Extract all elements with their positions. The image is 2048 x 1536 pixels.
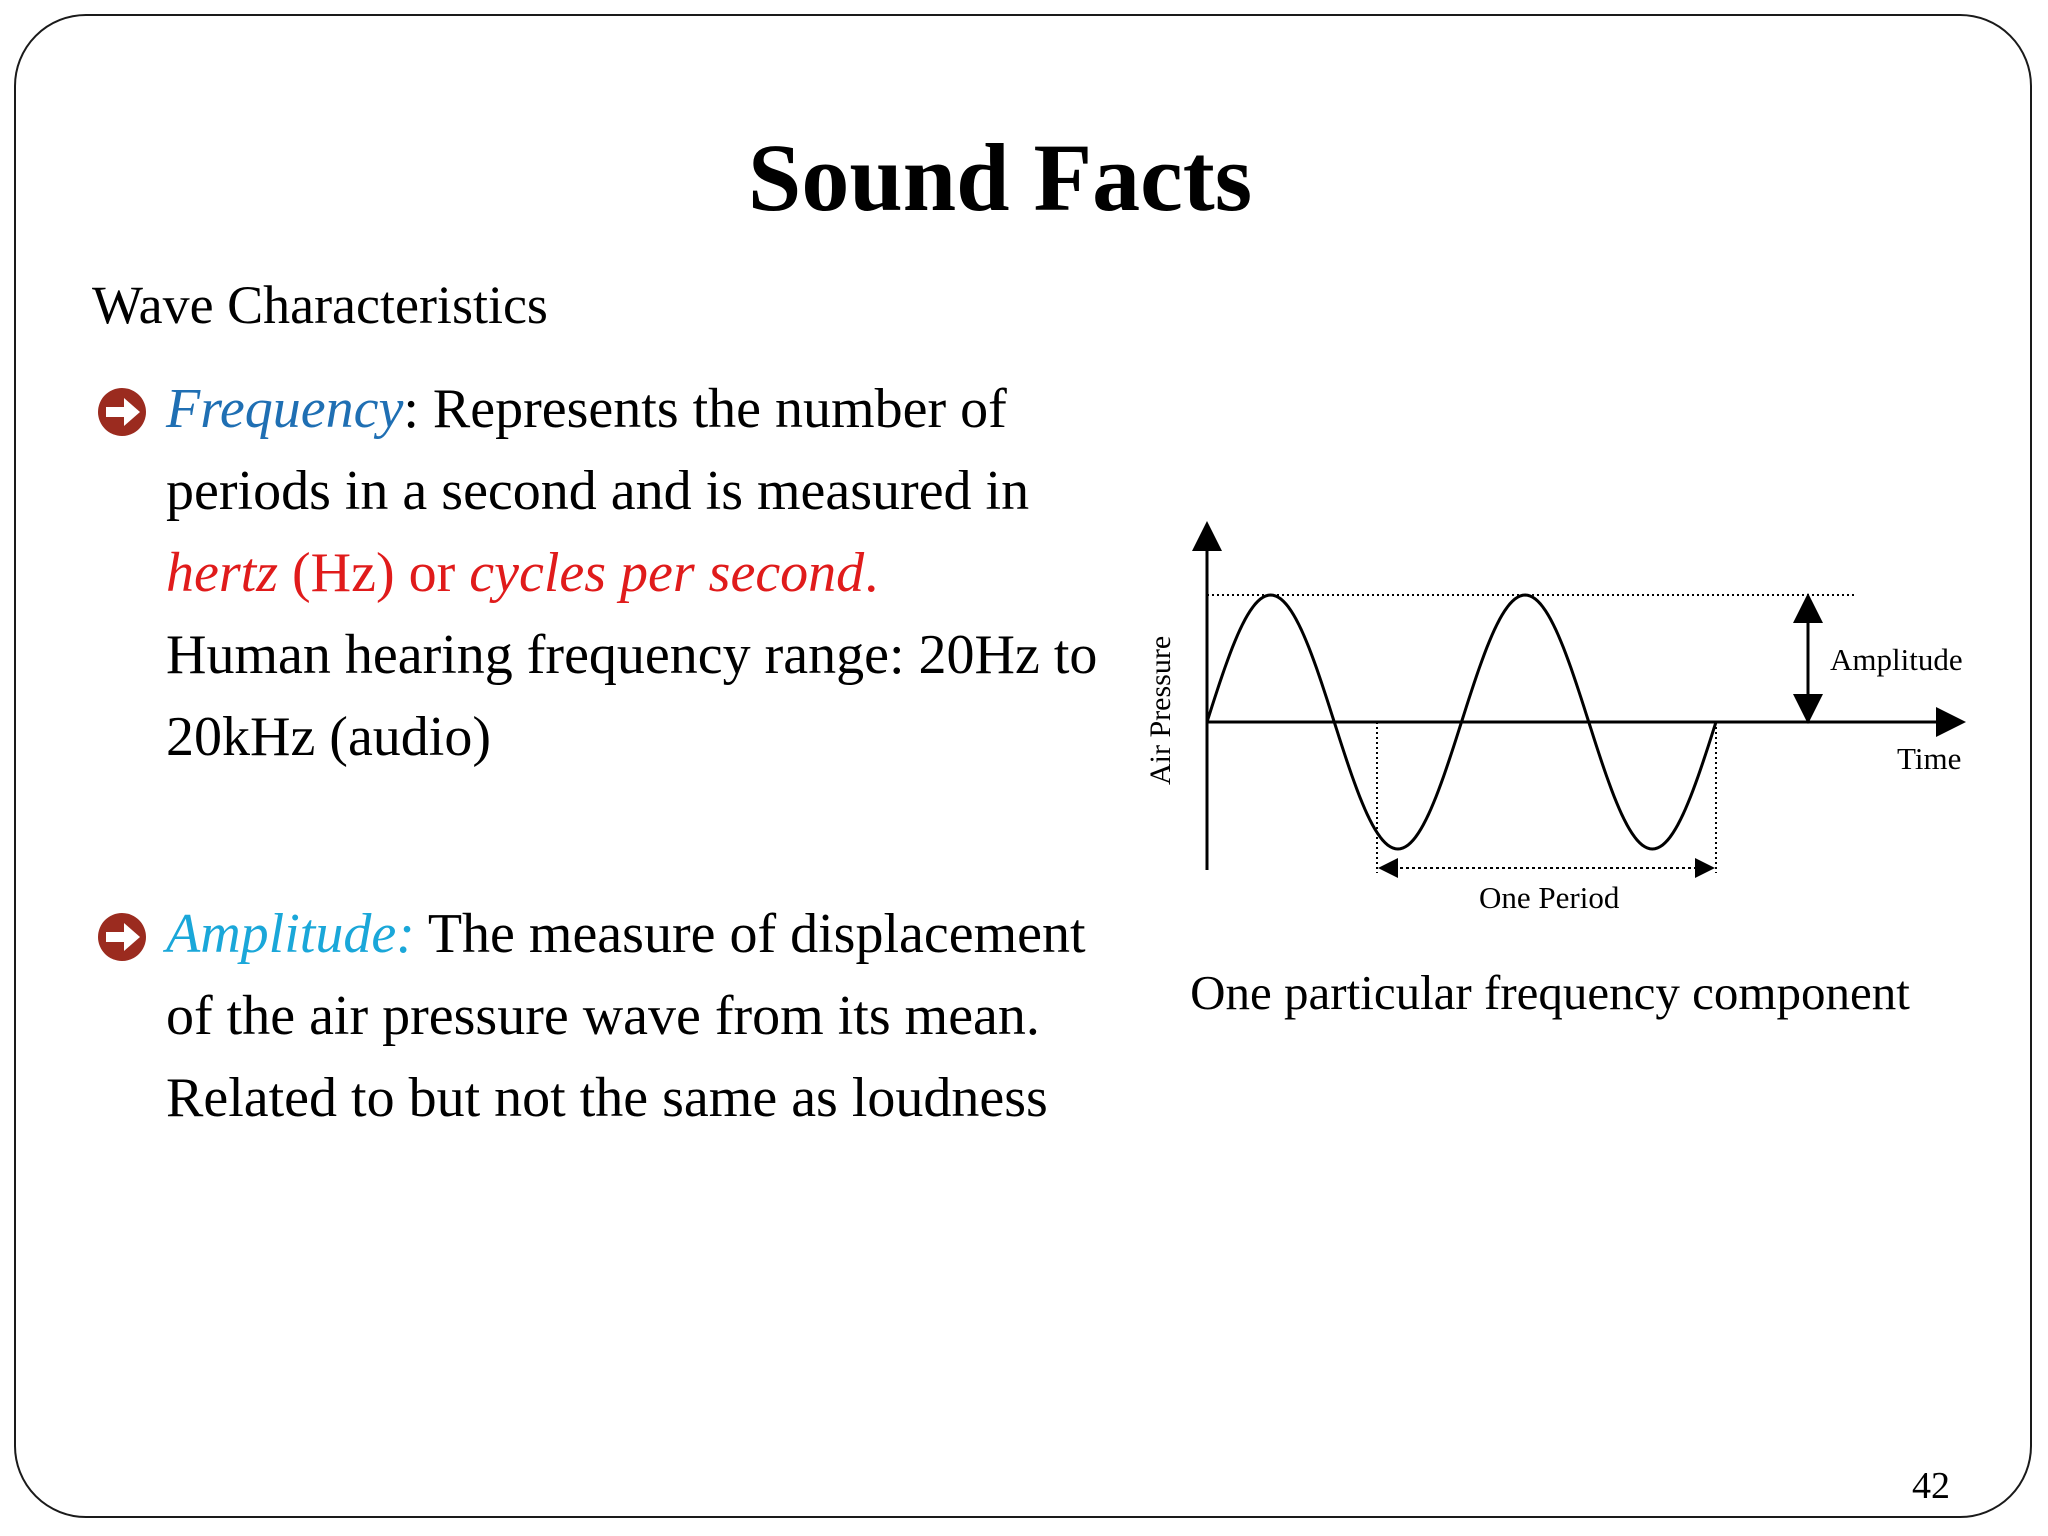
- period-label: One Period: [1479, 880, 1620, 915]
- frequency-term: Frequency: [166, 378, 404, 440]
- amplitude-definition: The measure of displacement of the air pressure wave from its mean. Related to but not the same as loudness: [166, 903, 1086, 1129]
- amplitude-label: Amplitude: [1830, 642, 1963, 677]
- frequency-definition: Represents the number of periods in a second and is measured in: [166, 378, 1030, 522]
- frequency-period: .: [864, 542, 879, 604]
- arrow-right-circle-icon: [96, 911, 148, 963]
- bullet-frequency-text: [166, 368, 1136, 778]
- x-axis-label: Time: [1897, 741, 1962, 776]
- page-number: 42: [1912, 1465, 1950, 1507]
- section-subheading: Wave Characteristics: [92, 275, 548, 335]
- sine-wave-diagram: [1130, 515, 1990, 935]
- bullet-amplitude: [96, 893, 1136, 1139]
- bullet-amplitude-text: [166, 893, 1136, 1139]
- frequency-colon: :: [403, 378, 419, 440]
- hz-term: (Hz) or: [278, 542, 470, 604]
- arrow-right-circle-icon: [96, 386, 148, 438]
- bullet-frequency: [96, 368, 1136, 778]
- amplitude-term: Amplitude:: [166, 903, 415, 965]
- y-axis-label: Air Pressure: [1144, 635, 1177, 785]
- slide-title: Sound Facts: [747, 124, 1253, 231]
- hertz-term: hertz: [166, 542, 278, 604]
- cycles-term: cycles per second: [469, 542, 865, 604]
- hearing-range-text: Human hearing frequency range: 20Hz to 20kHz (audio): [166, 624, 1098, 768]
- figure-caption: One particular frequency component: [1190, 965, 1910, 1020]
